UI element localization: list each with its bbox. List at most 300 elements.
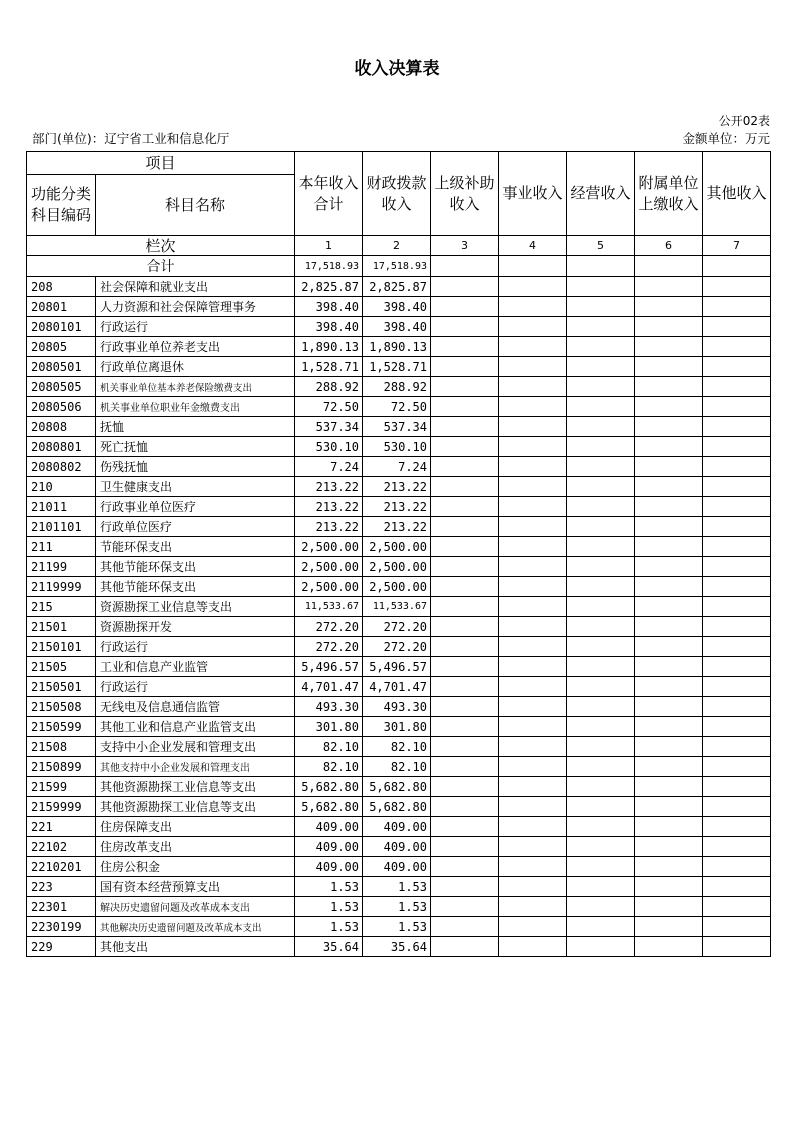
empty-cell [567,897,635,917]
table-row [27,537,771,557]
subject-code: 20805 [27,337,96,357]
empty-cell [499,417,567,437]
empty-cell [703,897,771,917]
subject-code: 2080802 [27,457,96,477]
table-row [27,737,771,757]
subject-code: 21501 [27,617,96,637]
fiscal-appropriation-value: 537.34 [363,417,431,437]
empty-cell [567,417,635,437]
subject-code: 2101101 [27,517,96,537]
table-row [27,397,771,417]
subject-name: 无线电及信息通信监管 [96,697,295,717]
fiscal-appropriation-value: 213.22 [363,477,431,497]
subject-name: 行政事业单位医疗 [96,497,295,517]
empty-cell [431,337,499,357]
empty-cell [499,777,567,797]
empty-cell [567,937,635,957]
empty-cell [499,757,567,777]
subject-code: 2150501 [27,677,96,697]
subject-name: 支持中小企业发展和管理支出 [96,737,295,757]
table-row [27,777,771,797]
empty-cell [703,457,771,477]
subject-name: 解决历史遗留问题及改革成本支出 [96,897,295,917]
empty-cell [567,337,635,357]
total-income-value: 398.40 [295,317,363,337]
fiscal-appropriation-value: 398.40 [363,317,431,337]
total-income-value: 4,701.47 [295,677,363,697]
empty-cell [703,256,771,277]
form-number: 公开02表 [718,114,770,128]
empty-cell [635,557,703,577]
header-item: 项目 [27,152,295,175]
empty-cell [567,617,635,637]
col-number: 4 [499,236,567,256]
empty-cell [567,877,635,897]
income-table [26,151,771,957]
total-income-value: 5,496.57 [295,657,363,677]
subject-name: 行政运行 [96,637,295,657]
empty-cell [499,557,567,577]
total-income-value: 1.53 [295,917,363,937]
empty-cell [567,397,635,417]
total-income-value: 11,533.67 [295,597,363,617]
empty-cell [703,277,771,297]
table-row [27,837,771,857]
subject-name: 行政运行 [96,677,295,697]
subject-name: 其他资源勘探工业信息等支出 [96,777,295,797]
empty-cell [635,837,703,857]
table-row [27,377,771,397]
total-income-value: 213.22 [295,497,363,517]
subject-code: 2150508 [27,697,96,717]
empty-cell [499,277,567,297]
empty-cell [703,817,771,837]
empty-cell [431,637,499,657]
total-income-value: 1.53 [295,877,363,897]
empty-cell [499,877,567,897]
empty-cell [431,477,499,497]
empty-cell [635,637,703,657]
empty-cell [567,377,635,397]
subject-name: 资源勘探工业信息等支出 [96,597,295,617]
total-income-value: 398.40 [295,297,363,317]
col-number: 1 [295,236,363,256]
empty-cell [431,377,499,397]
empty-cell [567,697,635,717]
subject-code: 2080501 [27,357,96,377]
fiscal-appropriation-value: 5,496.57 [363,657,431,677]
empty-cell [431,437,499,457]
table-row [27,597,771,617]
empty-cell [567,537,635,557]
subject-code: 210 [27,477,96,497]
total-income-value: 2,500.00 [295,537,363,557]
empty-cell [567,637,635,657]
subject-name: 行政事业单位养老支出 [96,337,295,357]
empty-cell [635,757,703,777]
total-income-value: 493.30 [295,697,363,717]
fiscal-appropriation-value: 5,682.80 [363,797,431,817]
empty-cell [499,537,567,557]
empty-cell [703,537,771,557]
fiscal-appropriation-value: 2,500.00 [363,537,431,557]
total-income-value: 2,825.87 [295,277,363,297]
subject-code: 2210201 [27,857,96,877]
total-label: 合计 [27,256,295,277]
empty-cell [703,777,771,797]
empty-cell [635,377,703,397]
subject-name: 社会保障和就业支出 [96,277,295,297]
total-income-value: 537.34 [295,417,363,437]
table-row [27,637,771,657]
fiscal-appropriation-value: 409.00 [363,837,431,857]
total-income-value: 213.22 [295,517,363,537]
empty-cell [703,437,771,457]
subject-code: 22301 [27,897,96,917]
subject-code: 2080801 [27,437,96,457]
fiscal-appropriation-value: 530.10 [363,437,431,457]
empty-cell [703,877,771,897]
empty-cell [703,937,771,957]
empty-cell [499,357,567,377]
empty-cell [499,697,567,717]
subject-code: 221 [27,817,96,837]
empty-cell [635,617,703,637]
total-income-value: 5,682.80 [295,797,363,817]
empty-cell [431,357,499,377]
fiscal-appropriation-value: 213.22 [363,497,431,517]
empty-cell [567,497,635,517]
total-income-value: 272.20 [295,617,363,637]
total-income-value: 82.10 [295,757,363,777]
subject-code: 2150899 [27,757,96,777]
subject-code: 223 [27,877,96,897]
empty-cell [431,797,499,817]
subject-name: 其他解决历史遗留问题及改革成本支出 [96,917,295,937]
fiscal-appropriation-value: 493.30 [363,697,431,717]
subject-code: 2080505 [27,377,96,397]
empty-cell [703,317,771,337]
empty-cell [703,757,771,777]
header-col2: 财政拨款收入 [363,152,431,236]
empty-cell [499,737,567,757]
empty-cell [703,677,771,697]
table-row [27,477,771,497]
empty-cell [635,497,703,517]
header-col3: 上级补助收入 [431,152,499,236]
empty-cell [703,417,771,437]
subject-code: 2150101 [27,637,96,657]
fiscal-appropriation-value: 4,701.47 [363,677,431,697]
empty-cell [567,797,635,817]
empty-cell [567,457,635,477]
subject-name: 住房公积金 [96,857,295,877]
empty-cell [431,256,499,277]
total-income-value: 530.10 [295,437,363,457]
empty-cell [499,297,567,317]
table-row [27,897,771,917]
total-income-value: 7.24 [295,457,363,477]
empty-cell [567,256,635,277]
empty-cell [635,297,703,317]
fiscal-appropriation-value: 1.53 [363,917,431,937]
fiscal-appropriation-value: 7.24 [363,457,431,477]
col-number: 7 [703,236,771,256]
empty-cell [431,317,499,337]
empty-cell [431,557,499,577]
table-row [27,817,771,837]
empty-cell [703,657,771,677]
table-row [27,297,771,317]
empty-cell [635,797,703,817]
empty-cell [635,697,703,717]
header-col7: 其他收入 [703,152,771,236]
empty-cell [431,677,499,697]
fiscal-appropriation-value: 1.53 [363,897,431,917]
table-row [27,697,771,717]
subject-name: 人力资源和社会保障管理事务 [96,297,295,317]
header-col5: 经营收入 [567,152,635,236]
empty-cell [499,797,567,817]
subject-code: 21599 [27,777,96,797]
empty-cell [703,737,771,757]
empty-cell [567,577,635,597]
empty-cell [431,417,499,437]
subject-code: 229 [27,937,96,957]
empty-cell [431,877,499,897]
empty-cell [635,657,703,677]
fiscal-appropriation-value: 2,500.00 [363,557,431,577]
empty-cell [635,677,703,697]
subject-name: 其他支持中小企业发展和管理支出 [96,757,295,777]
subject-code: 21508 [27,737,96,757]
empty-cell [635,457,703,477]
empty-cell [431,297,499,317]
empty-cell [703,617,771,637]
empty-cell [567,717,635,737]
subject-code: 22102 [27,837,96,857]
table-row [27,497,771,517]
header-func-code: 功能分类科目编码 [27,175,96,236]
empty-cell [499,517,567,537]
empty-cell [431,657,499,677]
empty-cell [635,597,703,617]
table-row [27,857,771,877]
empty-cell [431,697,499,717]
table-row [27,457,771,477]
empty-cell [431,497,499,517]
empty-cell [635,337,703,357]
empty-cell [635,397,703,417]
subject-code: 2230199 [27,917,96,937]
empty-cell [703,797,771,817]
col-number: 2 [363,236,431,256]
table-row [27,337,771,357]
empty-cell [567,917,635,937]
empty-cell [703,337,771,357]
empty-cell [567,277,635,297]
empty-cell [635,477,703,497]
empty-cell [499,377,567,397]
page-title: 收入决算表 [354,59,440,79]
empty-cell [499,577,567,597]
fiscal-appropriation-value: 409.00 [363,817,431,837]
subject-name: 其他支出 [96,937,295,957]
empty-cell [567,837,635,857]
empty-cell [703,577,771,597]
empty-cell [635,517,703,537]
empty-cell [635,317,703,337]
empty-cell [567,597,635,617]
empty-cell [635,357,703,377]
empty-cell [499,817,567,837]
empty-cell [431,757,499,777]
empty-cell [703,637,771,657]
empty-cell [431,897,499,917]
fiscal-appropriation-value: 1.53 [363,877,431,897]
total-income-value: 409.00 [295,837,363,857]
empty-cell [567,657,635,677]
table-row [27,757,771,777]
total-col2: 17,518.93 [363,256,431,277]
empty-cell [635,717,703,737]
table-row [27,877,771,897]
fiscal-appropriation-value: 2,825.87 [363,277,431,297]
subject-code: 215 [27,597,96,617]
subject-code: 2080101 [27,317,96,337]
empty-cell [431,397,499,417]
empty-cell [499,717,567,737]
subject-code: 2150599 [27,717,96,737]
fiscal-appropriation-value: 409.00 [363,857,431,877]
subject-code: 208 [27,277,96,297]
subject-code: 211 [27,537,96,557]
fiscal-appropriation-value: 1,890.13 [363,337,431,357]
fiscal-appropriation-value: 272.20 [363,637,431,657]
empty-cell [635,777,703,797]
empty-cell [431,837,499,857]
subject-name: 住房保障支出 [96,817,295,837]
total-income-value: 35.64 [295,937,363,957]
header-col4: 事业收入 [499,152,567,236]
empty-cell [499,397,567,417]
subject-name: 机关事业单位基本养老保险缴费支出 [96,377,295,397]
total-income-value: 409.00 [295,817,363,837]
empty-cell [567,317,635,337]
total-income-value: 409.00 [295,857,363,877]
amount-unit-label: 金额单位：万元 [682,131,770,146]
subject-name: 其他资源勘探工业信息等支出 [96,797,295,817]
empty-cell [499,337,567,357]
empty-cell [703,377,771,397]
subject-code: 21199 [27,557,96,577]
fiscal-appropriation-value: 82.10 [363,757,431,777]
empty-cell [703,717,771,737]
empty-cell [499,937,567,957]
table-row [27,917,771,937]
empty-cell [431,617,499,637]
empty-cell [703,397,771,417]
table-row [27,677,771,697]
subject-name: 工业和信息产业监管 [96,657,295,677]
total-income-value: 1,528.71 [295,357,363,377]
total-income-value: 82.10 [295,737,363,757]
empty-cell [635,917,703,937]
col-number: 5 [567,236,635,256]
subject-code: 20801 [27,297,96,317]
empty-cell [431,277,499,297]
row-label-header: 栏次 [27,236,295,256]
empty-cell [431,917,499,937]
empty-cell [499,477,567,497]
total-income-value: 1,890.13 [295,337,363,357]
subject-name: 死亡抚恤 [96,437,295,457]
empty-cell [499,497,567,517]
empty-cell [635,437,703,457]
total-income-value: 301.80 [295,717,363,737]
total-income-value: 272.20 [295,637,363,657]
empty-cell [703,557,771,577]
empty-cell [567,817,635,837]
subject-name: 国有资本经营预算支出 [96,877,295,897]
empty-cell [567,777,635,797]
empty-cell [703,697,771,717]
table-row [27,657,771,677]
fiscal-appropriation-value: 288.92 [363,377,431,397]
total-income-value: 288.92 [295,377,363,397]
subject-name: 行政单位医疗 [96,517,295,537]
empty-cell [499,597,567,617]
table-row [27,277,771,297]
total-income-value: 72.50 [295,397,363,417]
subject-code: 20808 [27,417,96,437]
empty-cell [635,897,703,917]
fiscal-appropriation-value: 272.20 [363,617,431,637]
subject-code: 2119999 [27,577,96,597]
empty-cell [703,357,771,377]
empty-cell [703,857,771,877]
fiscal-appropriation-value: 2,500.00 [363,577,431,597]
empty-cell [499,637,567,657]
fiscal-appropriation-value: 82.10 [363,737,431,757]
fiscal-appropriation-value: 398.40 [363,297,431,317]
table-row [27,357,771,377]
empty-cell [499,897,567,917]
empty-cell [499,437,567,457]
fiscal-appropriation-value: 35.64 [363,937,431,957]
fiscal-appropriation-value: 11,533.67 [363,597,431,617]
empty-cell [703,517,771,537]
subject-code: 21505 [27,657,96,677]
table-row [27,437,771,457]
table-row [27,317,771,337]
fiscal-appropriation-value: 72.50 [363,397,431,417]
empty-cell [703,477,771,497]
empty-cell [567,557,635,577]
empty-cell [635,817,703,837]
empty-cell [431,937,499,957]
col-number: 3 [431,236,499,256]
total-income-value: 213.22 [295,477,363,497]
subject-name: 抚恤 [96,417,295,437]
empty-cell [499,457,567,477]
table-row [27,577,771,597]
empty-cell [499,857,567,877]
header-subject-name: 科目名称 [96,175,295,236]
empty-cell [567,737,635,757]
empty-cell [567,477,635,497]
total-income-value: 5,682.80 [295,777,363,797]
